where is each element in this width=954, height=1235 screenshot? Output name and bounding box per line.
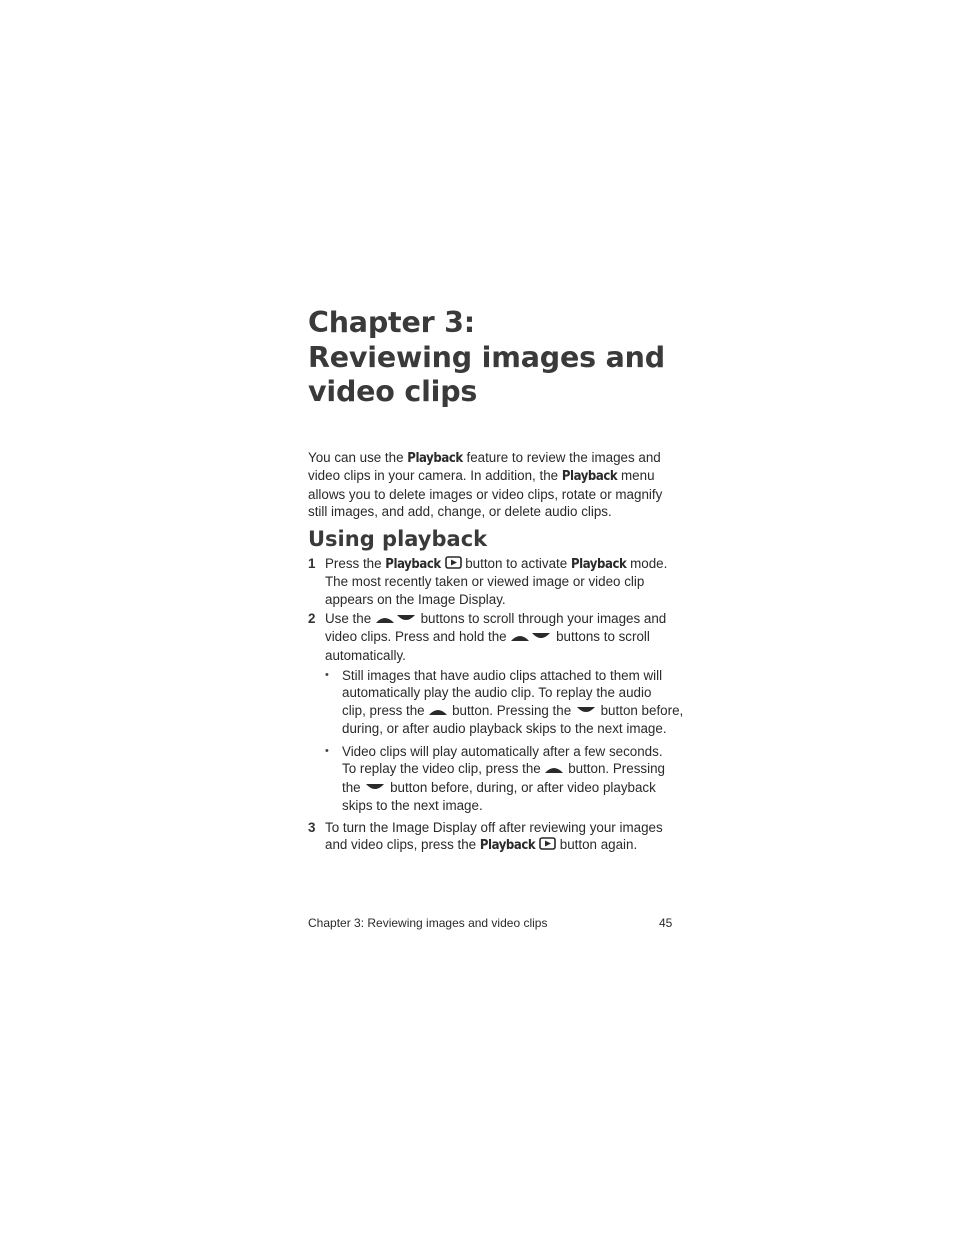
bullet-text: button. Pressing the [448, 702, 575, 718]
step-text: buttons to scroll through your images and [416, 611, 667, 626]
intro-text: feature to review the images and [462, 450, 661, 465]
bullet-text: Still images that have audio clips attached to them will [342, 668, 663, 683]
playback-icon [445, 556, 462, 573]
intro-text: allows you to delete images or video clips, rotate or magnify [308, 486, 663, 502]
section-heading: Using playback [308, 527, 488, 551]
step-text: To turn the Image Display off after reviewing your images [325, 820, 663, 835]
step-text: button again. [556, 837, 638, 853]
playback-ui-label: Playback [479, 838, 536, 854]
bullet-text: clip, press the [342, 702, 429, 718]
playback-ui-label: Playback [407, 451, 463, 466]
up-arrow-icon [375, 611, 395, 628]
step-number: 2 [308, 611, 316, 626]
step-text: Use the [325, 611, 375, 626]
intro-text: You can use the [308, 450, 408, 465]
chapter-title-line-3: video clips [308, 375, 478, 408]
step-text: Press the [325, 556, 386, 571]
bullet-text: button. Pressing [564, 761, 665, 777]
bullet-mark: • [325, 745, 329, 757]
playback-ui-label: Playback [561, 469, 618, 485]
step-number: 1 [308, 556, 316, 571]
intro-paragraph [308, 449, 688, 521]
chapter-title [308, 306, 728, 410]
chapter-title-line-1: Chapter 3: [308, 306, 475, 339]
up-arrow-icon [428, 703, 448, 720]
bullet-text: skips to the next image. [342, 798, 483, 814]
step-text: and video clips, press the [325, 837, 480, 853]
step-text: appears on the Image Display. [325, 591, 506, 607]
step-text: automatically. [325, 647, 406, 663]
bullet-text: during, or after audio playback skips to the next image. [342, 721, 667, 737]
bullet-text: automatically play the audio clip. To replay the audio [342, 685, 652, 701]
bullet-text: the [342, 779, 365, 795]
step-text: The most recently taken or viewed image or video clip [325, 574, 645, 590]
step-number: 3 [308, 820, 316, 835]
intro-text: still images, and add, change, or delete audio clips. [308, 504, 612, 520]
bullet-text: To replay the video clip, press the [342, 761, 545, 777]
playback-icon [539, 837, 556, 854]
up-arrow-icon [510, 629, 530, 646]
page-number: 45 [659, 916, 673, 930]
down-arrow-icon [530, 629, 552, 646]
bullet-text: button before, [596, 702, 684, 718]
bullet-mark: • [325, 669, 329, 681]
intro-text: video clips in your camera. In addition, the [308, 468, 562, 484]
step-text: buttons to scroll [552, 629, 650, 645]
step-text: mode. [626, 556, 668, 571]
down-arrow-icon [575, 703, 597, 720]
down-arrow-icon [364, 780, 386, 797]
playback-ui-label: Playback [570, 557, 627, 572]
intro-text: menu [617, 468, 655, 484]
bullet-text: Video clips will play automatically after a few seconds. [342, 744, 663, 759]
footer-chapter-title: Chapter 3: Reviewing images and video clips [308, 916, 548, 930]
up-arrow-icon [544, 761, 564, 778]
down-arrow-icon [395, 611, 417, 628]
step-text: video clips. Press and hold the [325, 629, 511, 645]
playback-ui-label: Playback [385, 557, 441, 572]
chapter-title-line-2: Reviewing images and [308, 340, 665, 374]
step-text: button to activate [461, 556, 571, 571]
bullet-text: button before, during, or after video playback [386, 779, 656, 795]
